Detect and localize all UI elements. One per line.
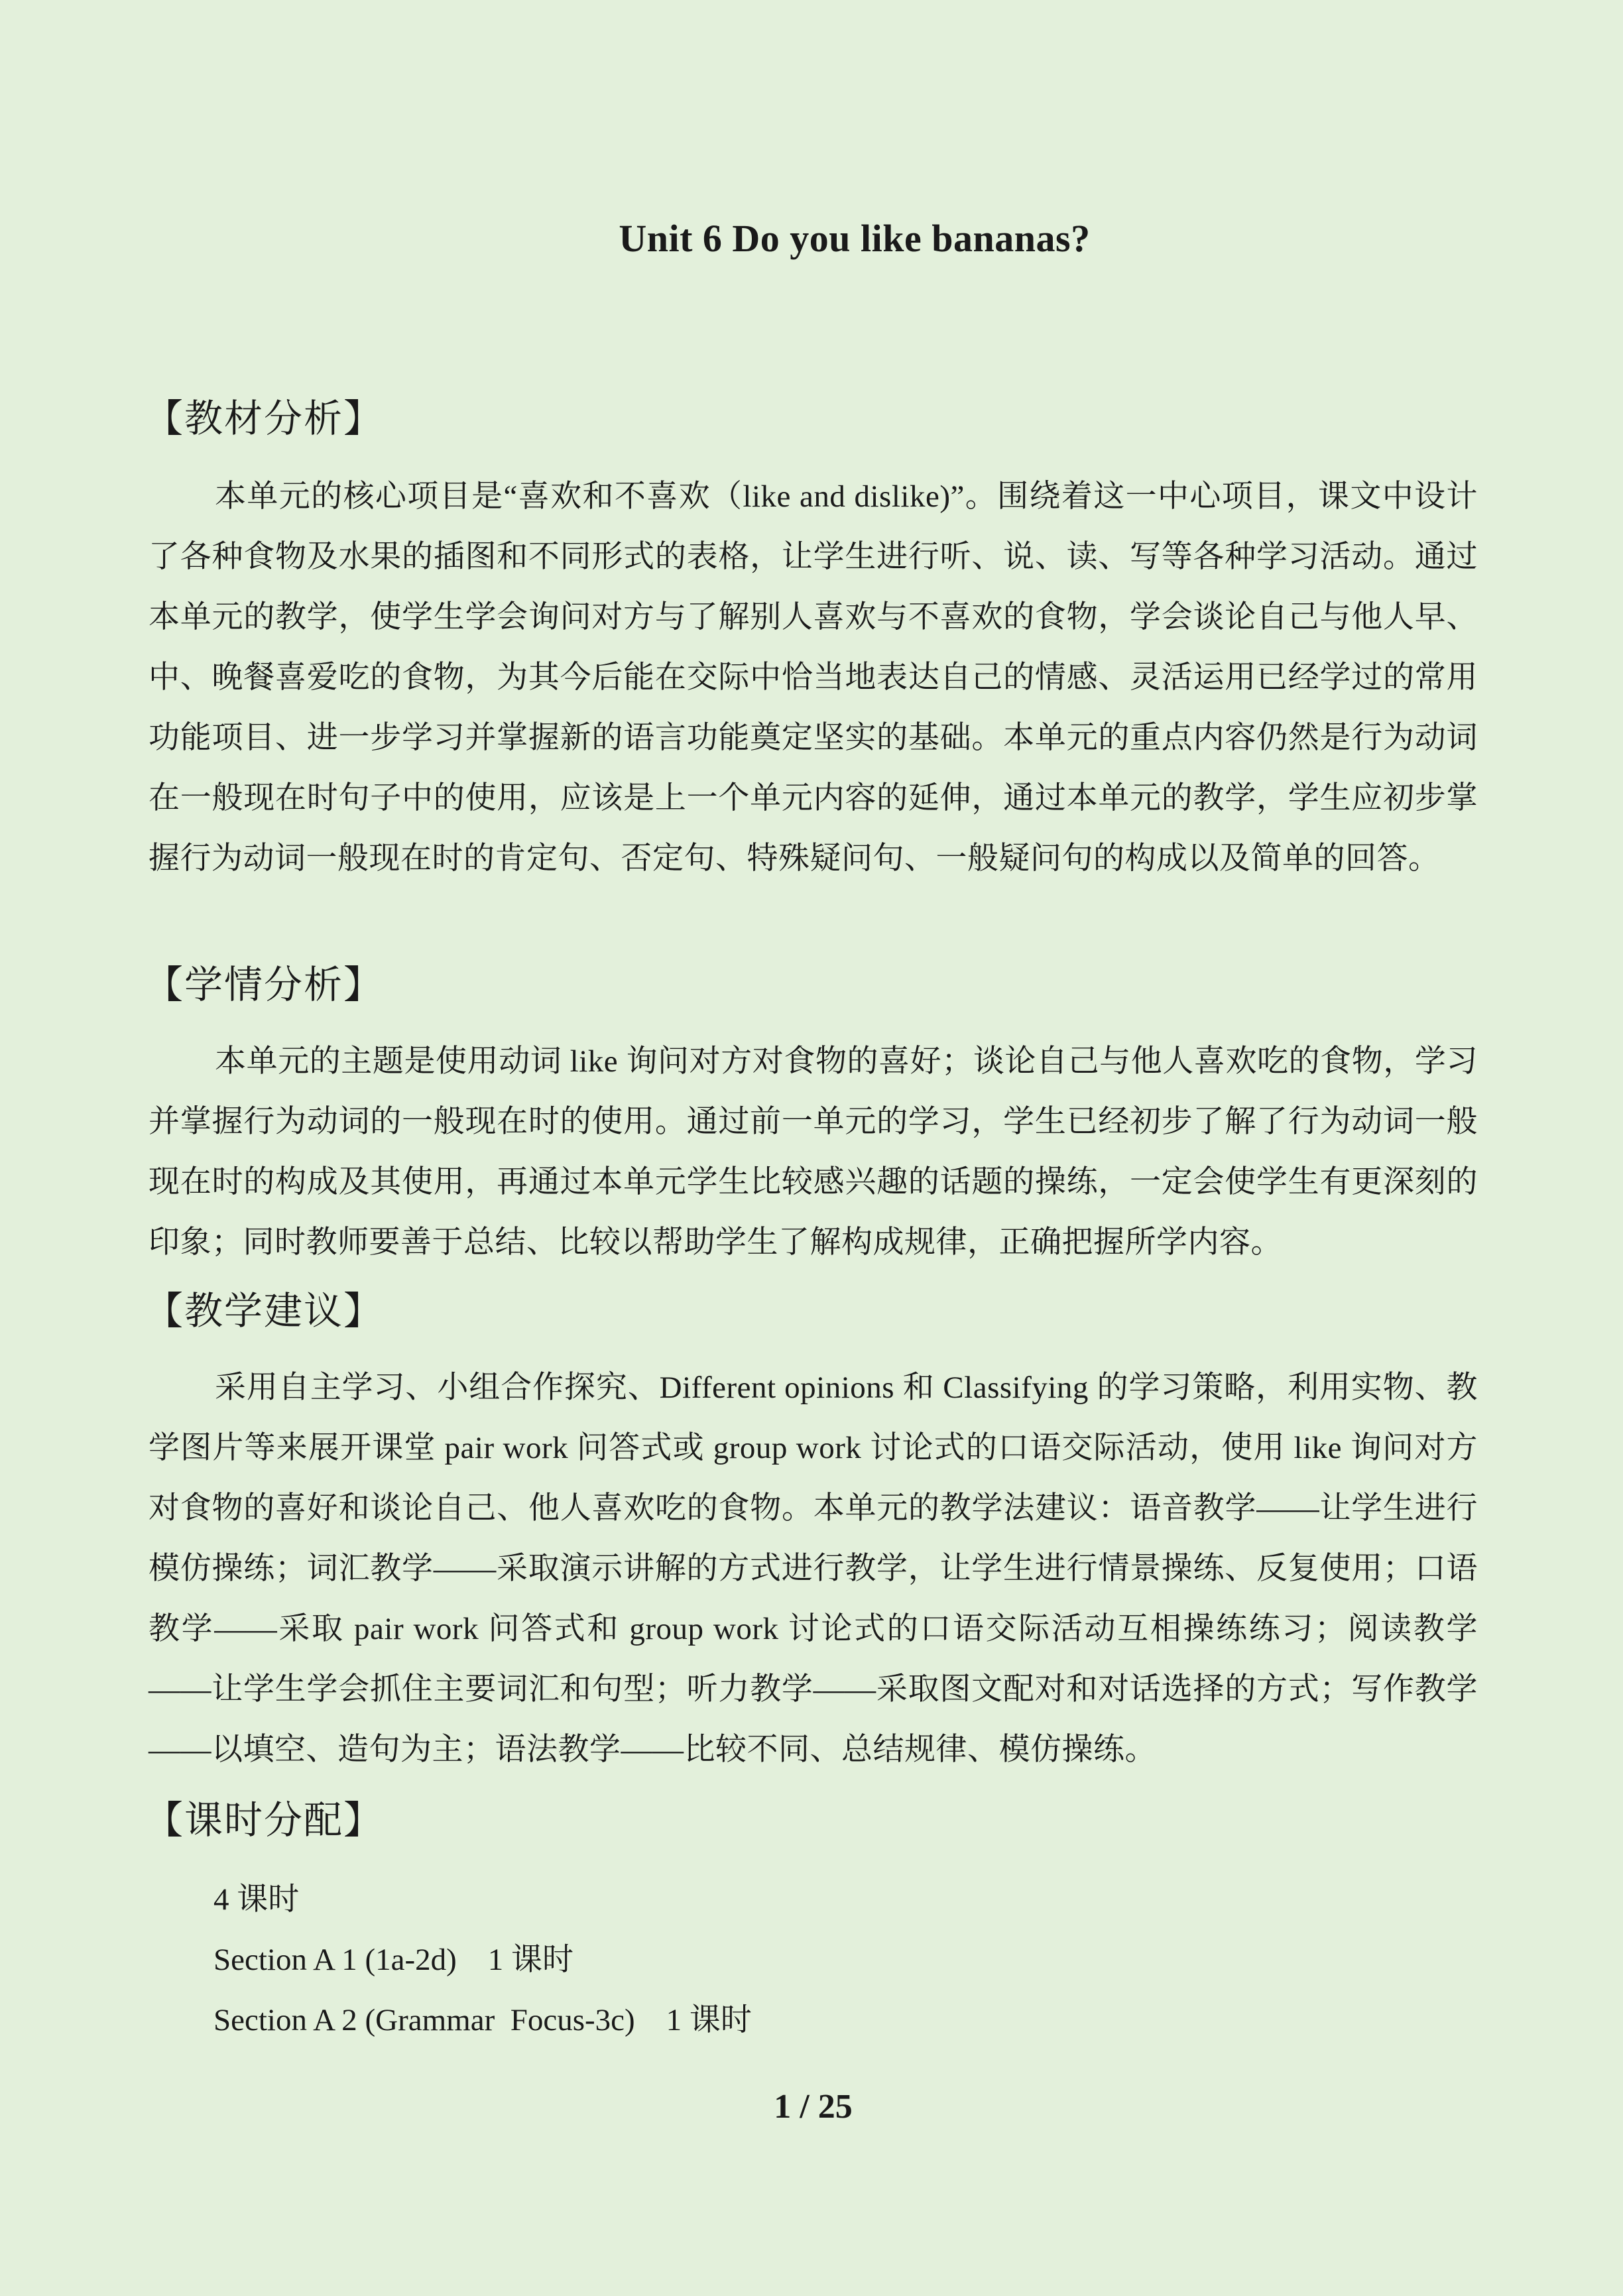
allocation-item: Section A 1 (1a-2d) 1 课时 [213, 1943, 574, 1977]
lesson-allocation-list [213, 1870, 752, 2051]
section-heading-lesson-allocation: 【课时分配】 [145, 1799, 384, 1842]
document-page [145, 0, 1478, 2296]
section-body-teaching-suggestions: 采用自主学习、小组合作探究、Different opinions 和 Classifying 的学习策略，利用实物、教学图片等来展开课堂 pair work 问答式或 group work 讨论式的口语交际活动，使用 like 询问对方对食物的喜好和谈论自己、他人喜欢吃的食物。本单元的教学法建议：语音教学——让学生进行模仿操练；词汇教学——采取演示讲解的方式进行教学，让学生进行情景操练、反复使用；口语教学——采取 pair work 问答式和 group work 讨论式的口语交际活动互相操练练习；阅读教学——让学生学会抓住主要词汇和句型；听力教学——采取图文配对和对话选择的方式；写作教学——以填空、造句为主；语法教学——比较不同、总结规律、模仿操练。 [149, 1370, 1478, 1767]
section-heading-student-analysis: 【学情分析】 [145, 963, 384, 1006]
page-number: 1 / 25 [774, 2088, 853, 2126]
section-heading-textbook-analysis: 【教材分析】 [145, 397, 384, 440]
allocation-item: 4 课时 [213, 1882, 300, 1917]
document-title: Unit 6 Do you like bananas? [619, 217, 1091, 260]
section-heading-teaching-suggestions: 【教学建议】 [145, 1290, 384, 1333]
section-body-textbook-analysis: 本单元的核心项目是“喜欢和不喜欢（like and dislike)”。围绕着这一中心项目，课文中设计了各种食物及水果的插图和不同形式的表格，让学生进行听、说、读、写等各种学习活动。通过本单元的教学，使学生学会询问对方与了解别人喜欢与不喜欢的食物，学会谈论自己与他人早、中、晚餐喜爱吃的食物，为其今后能在交际中恰当地表达自己的情感、灵活运用已经学过的常用功能项目、进一步学习并掌握新的语言功能奠定坚实的基础。本单元的重点内容仍然是行为动词在一般现在时句子中的使用，应该是上一个单元内容的延伸，通过本单元的教学，学生应初步掌握行为动词一般现在时的肯定句、否定句、特殊疑问句、一般疑问句的构成以及简单的回答。 [149, 479, 1478, 876]
allocation-item: Section A 2 (Grammar Focus-3c) 1 课时 [213, 2003, 752, 2037]
section-body-student-analysis: 本单元的主题是使用动词 like 询问对方对食物的喜好；谈论自己与他人喜欢吃的食物，学习并掌握行为动词的一般现在时的使用。通过前一单元的学习，学生已经初步了解了行为动词一般现在时的构成及其使用，再通过本单元学生比较感兴趣的话题的操练，一定会使学生有更深刻的印象；同时教师要善于总结、比较以帮助学生了解构成规律，正确把握所学内容。 [149, 1044, 1478, 1260]
